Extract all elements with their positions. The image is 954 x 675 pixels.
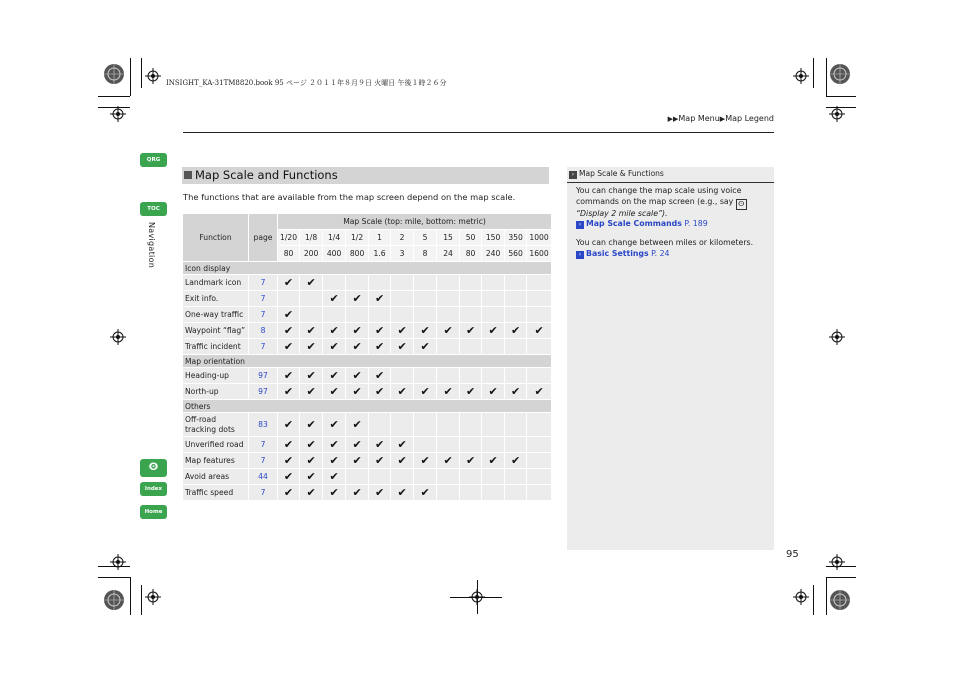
page-link[interactable]: 83 — [249, 413, 277, 436]
check-mark-icon: ✔ — [323, 368, 345, 383]
header-rule — [183, 132, 774, 133]
scale-mile-cell: 50 — [460, 230, 481, 245]
check-mark-icon: ✔ — [346, 437, 368, 452]
reference-icon: › — [569, 171, 577, 179]
empty-cell — [460, 291, 481, 306]
check-mark-icon: ✔ — [278, 384, 299, 399]
link-arrow-icon: › — [576, 251, 584, 259]
empty-cell — [505, 413, 526, 436]
check-mark-icon: ✔ — [300, 469, 322, 484]
empty-cell — [414, 437, 436, 452]
empty-cell — [527, 307, 551, 322]
empty-cell — [482, 413, 504, 436]
check-mark-icon: ✔ — [300, 339, 322, 354]
table-row — [183, 469, 551, 484]
empty-cell — [391, 413, 413, 436]
table-row — [183, 368, 551, 383]
check-mark-icon: ✔ — [505, 323, 526, 338]
table-row — [183, 291, 551, 306]
check-mark-icon: ✔ — [482, 453, 504, 468]
check-mark-icon: ✔ — [369, 485, 390, 500]
home-tab[interactable]: Home — [140, 505, 167, 519]
center-mark — [450, 597, 502, 598]
trim-mark — [826, 58, 827, 96]
registration-rosette — [103, 63, 125, 85]
empty-cell — [460, 307, 481, 322]
page-link[interactable]: 7 — [249, 275, 277, 290]
trim-mark — [813, 58, 814, 88]
chevron-right-icon: ▶ — [719, 115, 726, 123]
empty-cell — [369, 413, 390, 436]
empty-cell — [323, 275, 345, 290]
scale-metric-cell: 200 — [300, 246, 322, 261]
scale-mile-cell: 1/4 — [323, 230, 345, 245]
check-mark-icon: ✔ — [346, 453, 368, 468]
table-row — [183, 413, 551, 436]
scale-metric-cell: 1.6 — [369, 246, 390, 261]
check-mark-icon: ✔ — [482, 384, 504, 399]
check-mark-icon: ✔ — [278, 275, 299, 290]
empty-cell — [460, 437, 481, 452]
page-link[interactable]: 7 — [249, 485, 277, 500]
function-name: Avoid areas — [183, 469, 248, 484]
scale-metric-cell: 400 — [323, 246, 345, 261]
trim-mark — [130, 58, 131, 96]
check-mark-icon: ✔ — [482, 323, 504, 338]
crosshair-mark — [110, 329, 126, 345]
function-name: Traffic incident — [183, 339, 248, 354]
empty-cell — [527, 413, 551, 436]
check-mark-icon: ✔ — [323, 339, 345, 354]
table-group-row — [183, 400, 551, 412]
check-mark-icon: ✔ — [323, 291, 345, 306]
check-mark-icon: ✔ — [323, 485, 345, 500]
link-map-scale-commands[interactable]: › Map Scale Commands P. 189 — [576, 219, 708, 229]
check-mark-icon: ✔ — [391, 384, 413, 399]
column-map-scale: Map Scale (top: mile, bottom: metric) — [278, 214, 551, 229]
check-mark-icon: ✔ — [323, 384, 345, 399]
check-mark-icon: ✔ — [346, 485, 368, 500]
table-row — [183, 437, 551, 452]
empty-cell — [437, 413, 459, 436]
function-name: Traffic speed — [183, 485, 248, 500]
function-name: Unverified road — [183, 437, 248, 452]
empty-cell — [414, 275, 436, 290]
empty-cell — [391, 291, 413, 306]
check-mark-icon: ✔ — [369, 437, 390, 452]
empty-cell — [527, 291, 551, 306]
crosshair-mark — [829, 554, 845, 570]
scale-mile-cell: 1/2 — [346, 230, 368, 245]
trim-mark — [826, 577, 827, 615]
sidebar-para-2: You can change between miles or kilometers. — [576, 238, 754, 247]
trim-mark — [826, 577, 856, 578]
check-mark-icon: ✔ — [278, 469, 299, 484]
empty-cell — [460, 485, 481, 500]
trim-mark — [130, 577, 131, 615]
check-mark-icon: ✔ — [278, 413, 299, 436]
page-link[interactable]: 97 — [249, 384, 277, 399]
check-mark-icon: ✔ — [437, 384, 459, 399]
trim-mark — [141, 58, 142, 88]
sidebar-para-1a: You can change the map scale using voice — [576, 186, 742, 195]
check-mark-icon: ✔ — [278, 368, 299, 383]
empty-cell — [505, 437, 526, 452]
crosshair-mark — [145, 68, 161, 84]
scale-metric-cell: 240 — [482, 246, 504, 261]
empty-cell — [527, 339, 551, 354]
function-name: Exit info. — [183, 291, 248, 306]
intro-text: The functions that are available from the map screen depend on the map scale. — [183, 192, 516, 202]
empty-cell — [482, 291, 504, 306]
check-mark-icon: ✔ — [369, 339, 390, 354]
empty-cell — [527, 437, 551, 452]
check-mark-icon: ✔ — [369, 291, 390, 306]
voice-tab[interactable] — [140, 459, 167, 477]
empty-cell — [527, 453, 551, 468]
empty-cell — [437, 291, 459, 306]
check-mark-icon: ✔ — [278, 323, 299, 338]
sidebar-heading: › Map Scale & Functions — [567, 167, 774, 183]
crosshair-mark — [110, 106, 126, 122]
trim-mark — [98, 96, 130, 97]
check-mark-icon: ✔ — [323, 437, 345, 452]
page-link[interactable]: 97 — [249, 368, 277, 383]
check-mark-icon: ✔ — [300, 384, 322, 399]
table-row — [183, 307, 551, 322]
check-mark-icon: ✔ — [460, 384, 481, 399]
scale-metric-cell: 8 — [414, 246, 436, 261]
check-mark-icon: ✔ — [300, 323, 322, 338]
function-name: North-up — [183, 384, 248, 399]
registration-rosette — [103, 589, 125, 611]
check-mark-icon: ✔ — [460, 453, 481, 468]
registration-rosette — [829, 63, 851, 85]
check-mark-icon: ✔ — [346, 384, 368, 399]
page-link[interactable]: 7 — [249, 291, 277, 306]
check-mark-icon: ✔ — [346, 413, 368, 436]
scale-mile-cell: 2 — [391, 230, 413, 245]
column-page: page — [249, 214, 277, 261]
function-name: One-way traffic — [183, 307, 248, 322]
empty-cell — [527, 275, 551, 290]
empty-cell — [391, 275, 413, 290]
empty-cell — [414, 413, 436, 436]
crosshair-mark — [793, 589, 809, 605]
check-mark-icon: ✔ — [414, 453, 436, 468]
toc-tab[interactable]: TOC — [140, 202, 167, 216]
empty-cell — [505, 469, 526, 484]
empty-cell — [391, 307, 413, 322]
empty-cell — [527, 469, 551, 484]
empty-cell — [391, 368, 413, 383]
table-row — [183, 323, 551, 338]
check-mark-icon: ✔ — [300, 437, 322, 452]
index-tab[interactable]: Index — [140, 482, 167, 496]
chevron-right-icon: ▶▶ — [667, 115, 679, 123]
empty-cell — [482, 437, 504, 452]
function-name: Landmark icon — [183, 275, 248, 290]
check-mark-icon: ✔ — [346, 368, 368, 383]
sidebar-para-1c: “Display 2 mile scale”). — [576, 209, 668, 218]
check-mark-icon: ✔ — [323, 323, 345, 338]
section-label: Navigation — [147, 222, 156, 269]
breadcrumb — [668, 114, 774, 123]
link-arrow-icon: › — [576, 221, 584, 229]
check-mark-icon: ✔ — [527, 384, 551, 399]
empty-cell — [437, 275, 459, 290]
table-row — [183, 339, 551, 354]
check-mark-icon: ✔ — [300, 275, 322, 290]
page-link[interactable]: 7 — [249, 453, 277, 468]
function-name: Waypoint “flag” — [183, 323, 248, 338]
check-mark-icon: ✔ — [369, 368, 390, 383]
check-mark-icon: ✔ — [391, 323, 413, 338]
group-label: Others — [183, 400, 551, 412]
check-mark-icon: ✔ — [278, 339, 299, 354]
page-number: 95 — [786, 549, 799, 560]
scale-mile-cell: 1/8 — [300, 230, 322, 245]
empty-cell — [505, 485, 526, 500]
voice-command-icon: ⵙ — [148, 462, 159, 473]
empty-cell — [505, 339, 526, 354]
check-mark-icon: ✔ — [391, 437, 413, 452]
scale-mile-cell: 1000 — [527, 230, 551, 245]
scale-metric-cell: 24 — [437, 246, 459, 261]
empty-cell — [323, 307, 345, 322]
empty-cell — [414, 469, 436, 484]
check-mark-icon: ✔ — [300, 368, 322, 383]
check-mark-icon: ✔ — [505, 384, 526, 399]
empty-cell — [460, 413, 481, 436]
check-mark-icon: ✔ — [369, 453, 390, 468]
page-link[interactable]: 8 — [249, 323, 277, 338]
page-link[interactable]: 7 — [249, 437, 277, 452]
empty-cell — [369, 275, 390, 290]
talk-button-icon: ⵙ — [736, 199, 747, 210]
check-mark-icon: ✔ — [278, 437, 299, 452]
table-group-row — [183, 262, 551, 274]
scale-metric-cell: 1600 — [527, 246, 551, 261]
empty-cell — [300, 307, 322, 322]
group-label: Icon display — [183, 262, 551, 274]
empty-cell — [505, 307, 526, 322]
empty-cell — [437, 469, 459, 484]
check-mark-icon: ✔ — [278, 453, 299, 468]
check-mark-icon: ✔ — [460, 323, 481, 338]
empty-cell — [391, 469, 413, 484]
table-row — [183, 453, 551, 468]
empty-cell — [437, 485, 459, 500]
empty-cell — [460, 368, 481, 383]
map-scale-table — [182, 213, 552, 501]
scale-metric-cell: 80 — [460, 246, 481, 261]
check-mark-icon: ✔ — [437, 323, 459, 338]
crosshair-mark — [829, 329, 845, 345]
check-mark-icon: ✔ — [300, 453, 322, 468]
crosshair-mark — [110, 554, 126, 570]
empty-cell — [460, 339, 481, 354]
scale-metric-cell: 800 — [346, 246, 368, 261]
empty-cell — [505, 368, 526, 383]
sidebar-para-1b: commands on the map screen (e.g., say ⵙ — [576, 196, 747, 210]
empty-cell — [527, 485, 551, 500]
table-row — [183, 384, 551, 399]
check-mark-icon: ✔ — [369, 384, 390, 399]
check-mark-icon: ✔ — [346, 323, 368, 338]
check-mark-icon: ✔ — [278, 307, 299, 322]
section-title: Map Scale and Functions — [182, 167, 549, 184]
check-mark-icon: ✔ — [414, 339, 436, 354]
empty-cell — [346, 469, 368, 484]
scale-mile-cell: 15 — [437, 230, 459, 245]
empty-cell — [527, 368, 551, 383]
check-mark-icon: ✔ — [414, 384, 436, 399]
check-mark-icon: ✔ — [437, 453, 459, 468]
check-mark-icon: ✔ — [300, 413, 322, 436]
scale-metric-cell: 3 — [391, 246, 413, 261]
scale-metric-cell: 80 — [278, 246, 299, 261]
empty-cell — [346, 307, 368, 322]
crosshair-mark — [829, 106, 845, 122]
empty-cell — [369, 307, 390, 322]
scale-metric-cell: 560 — [505, 246, 526, 261]
empty-cell — [437, 368, 459, 383]
check-mark-icon: ✔ — [300, 485, 322, 500]
center-mark — [477, 580, 478, 614]
check-mark-icon: ✔ — [369, 323, 390, 338]
check-mark-icon: ✔ — [323, 413, 345, 436]
page-link[interactable]: 7 — [249, 339, 277, 354]
trim-mark — [141, 585, 142, 615]
empty-cell — [346, 275, 368, 290]
group-label: Map orientation — [183, 355, 551, 367]
empty-cell — [482, 469, 504, 484]
check-mark-icon: ✔ — [323, 469, 345, 484]
trim-mark — [826, 96, 856, 97]
function-name: Heading-up — [183, 368, 248, 383]
scale-mile-cell: 350 — [505, 230, 526, 245]
square-bullet-icon — [184, 171, 192, 179]
scale-mile-cell: 150 — [482, 230, 504, 245]
empty-cell — [482, 368, 504, 383]
function-name: Map features — [183, 453, 248, 468]
empty-cell — [437, 339, 459, 354]
check-mark-icon: ✔ — [346, 291, 368, 306]
empty-cell — [278, 291, 299, 306]
trim-mark — [813, 585, 814, 615]
registration-rosette — [829, 589, 851, 611]
empty-cell — [505, 275, 526, 290]
empty-cell — [460, 275, 481, 290]
page-link[interactable]: 44 — [249, 469, 277, 484]
check-mark-icon: ✔ — [527, 323, 551, 338]
empty-cell — [414, 368, 436, 383]
table-group-row — [183, 355, 551, 367]
empty-cell — [505, 291, 526, 306]
empty-cell — [437, 307, 459, 322]
empty-cell — [414, 307, 436, 322]
empty-cell — [437, 437, 459, 452]
empty-cell — [482, 307, 504, 322]
trim-mark — [98, 577, 130, 578]
crosshair-mark — [793, 68, 809, 84]
check-mark-icon: ✔ — [391, 485, 413, 500]
check-mark-icon: ✔ — [414, 323, 436, 338]
scale-mile-cell: 1/20 — [278, 230, 299, 245]
print-header: INSIGHT_KA-31TM8820.book 95 ページ ２０１１年８月９日 火曜日 午後１時２６分 — [166, 79, 447, 87]
empty-cell — [482, 485, 504, 500]
function-name: Off-road tracking dots — [183, 413, 248, 436]
column-function: Function — [183, 214, 248, 261]
check-mark-icon: ✔ — [278, 485, 299, 500]
empty-cell — [300, 291, 322, 306]
table-row — [183, 275, 551, 290]
scale-mile-cell: 1 — [369, 230, 390, 245]
check-mark-icon: ✔ — [505, 453, 526, 468]
qrg-tab[interactable]: QRG — [140, 153, 167, 167]
table-row — [183, 485, 551, 500]
link-basic-settings[interactable]: › Basic Settings P. 24 — [576, 249, 670, 259]
empty-cell — [414, 291, 436, 306]
check-mark-icon: ✔ — [391, 339, 413, 354]
scale-mile-cell: 5 — [414, 230, 436, 245]
empty-cell — [482, 275, 504, 290]
check-mark-icon: ✔ — [323, 453, 345, 468]
empty-cell — [369, 469, 390, 484]
check-mark-icon: ✔ — [346, 339, 368, 354]
check-mark-icon: ✔ — [414, 485, 436, 500]
empty-cell — [460, 469, 481, 484]
page-link[interactable]: 7 — [249, 307, 277, 322]
breadcrumb-map-menu[interactable]: Map Menu — [678, 114, 720, 123]
crosshair-mark — [145, 589, 161, 605]
breadcrumb-map-legend[interactable]: Map Legend — [725, 114, 774, 123]
empty-cell — [482, 339, 504, 354]
check-mark-icon: ✔ — [391, 453, 413, 468]
